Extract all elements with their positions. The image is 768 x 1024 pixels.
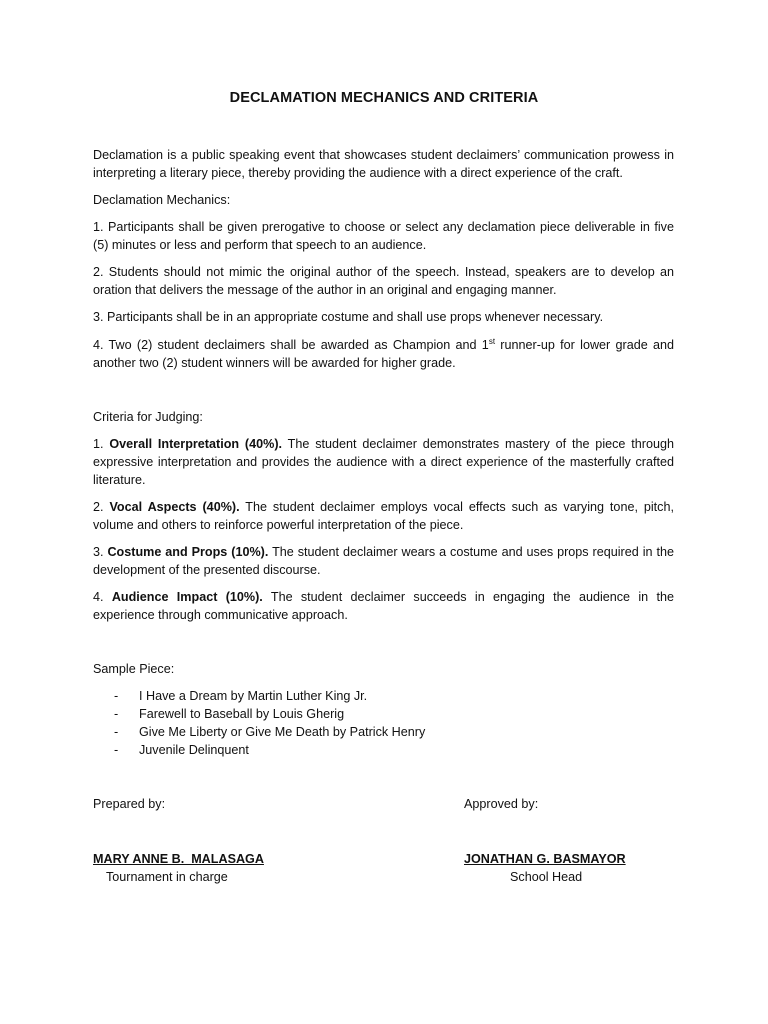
samples-heading-block bbox=[93, 660, 674, 678]
criteria-item-number: 3. bbox=[93, 545, 108, 559]
criteria-item-text: The student declaimer demonstrates mastery of the piece through expressive interpretation and provides the audience with a direct experience of the masterfully crafted literature. bbox=[93, 437, 674, 487]
bullet-dash: - bbox=[114, 689, 119, 703]
sample-title: Farewell to Baseball by Louis Gherig bbox=[139, 707, 345, 721]
sample-title: Juvenile Delinquent bbox=[139, 743, 249, 757]
criteria-item-3-block bbox=[93, 543, 674, 579]
criteria-item bbox=[93, 588, 674, 624]
mechanics-item: 1. Participants shall be given prerogative to choose or select any declamation piece deliverable in five (5) minutes or less and perform that speech to an audience. bbox=[93, 220, 674, 252]
mechanics-item-4-after: runner-up for lower grade and another two (2) student winners will be awarded for higher grade. bbox=[93, 338, 674, 370]
mechanics-item-4-sup: st bbox=[488, 336, 496, 346]
mechanics-item: 3. Participants shall be in an appropriate costume and shall use props whenever necessary. bbox=[93, 310, 604, 324]
prepared-by-role: Tournament in charge bbox=[106, 870, 228, 884]
criteria-item bbox=[93, 435, 674, 489]
sample-title: Give Me Liberty or Give Me Death by Patrick Henry bbox=[139, 725, 426, 739]
sample-list bbox=[114, 687, 425, 759]
mechanics-item-3-block bbox=[93, 308, 674, 326]
intro-block bbox=[93, 146, 674, 182]
list-item bbox=[114, 723, 425, 741]
criteria-item-number: 2. bbox=[93, 500, 110, 514]
mechanics-item-2-block bbox=[93, 263, 674, 299]
prepared-by-name: MARY ANNE B. MALASAGA bbox=[93, 852, 264, 866]
criteria-item-4-block bbox=[93, 588, 674, 624]
approved-by-name: JONATHAN G. BASMAYOR bbox=[464, 852, 626, 866]
mechanics-item-1-block bbox=[93, 218, 674, 254]
bullet-dash: - bbox=[114, 707, 119, 721]
criteria-item-label: Audience Impact (10%). bbox=[111, 590, 263, 604]
mechanics-item-4-before: 4. Two (2) student declaimers shall be awarded as Champion and 1 bbox=[93, 338, 489, 352]
samples-heading: Sample Piece: bbox=[93, 662, 175, 676]
criteria-item-text: The student declaimer succeeds in engaging the audience in the experience through communicative approach. bbox=[93, 590, 674, 622]
criteria-item-label: Overall Interpretation (40%). bbox=[109, 437, 283, 451]
approved-by-label: Approved by: bbox=[464, 797, 539, 811]
criteria-item bbox=[93, 498, 674, 534]
intro-paragraph: Declamation is a public speaking event that showcases student declaimers’ communication prowess in interpreting a literary piece, thereby providing the audience with a direct experience of the craft. bbox=[93, 148, 674, 180]
criteria-item-label: Costume and Props (10%). bbox=[107, 545, 269, 559]
mechanics-item: 2. Students should not mimic the original author of the speech. Instead, speakers are to develop an oration that delivers the message of the author in an original and engaging manner. bbox=[93, 265, 674, 297]
approved-by-role: School Head bbox=[510, 870, 583, 884]
criteria-item-label: Vocal Aspects (40%). bbox=[109, 500, 240, 514]
list-item bbox=[114, 705, 425, 723]
criteria-item-2-block bbox=[93, 498, 674, 534]
bullet-dash: - bbox=[114, 725, 119, 739]
list-item bbox=[114, 741, 425, 759]
criteria-item bbox=[93, 543, 674, 579]
criteria-item-text: The student declaimer employs vocal effects such as varying tone, pitch, volume and others to reinforce powerful interpretation of the piece. bbox=[93, 500, 674, 532]
criteria-item-1-block bbox=[93, 435, 674, 489]
mechanics-heading-block bbox=[93, 191, 674, 209]
prepared-by-label: Prepared by: bbox=[93, 797, 166, 811]
criteria-heading-block bbox=[93, 408, 674, 426]
mechanics-item bbox=[93, 336, 674, 372]
document-title: DECLAMATION MECHANICS AND CRITERIA bbox=[229, 90, 539, 106]
criteria-item-number: 4. bbox=[93, 590, 112, 604]
list-item bbox=[114, 687, 425, 705]
mechanics-item-4-block bbox=[93, 336, 674, 372]
sample-title: I Have a Dream by Martin Luther King Jr. bbox=[139, 689, 368, 703]
bullet-dash: - bbox=[114, 743, 119, 757]
criteria-heading: Criteria for Judging: bbox=[93, 410, 203, 424]
mechanics-heading: Declamation Mechanics: bbox=[93, 193, 231, 207]
criteria-item-text: The student declaimer wears a costume and uses props required in the development of the presented discourse. bbox=[93, 545, 674, 577]
criteria-item-number: 1. bbox=[93, 437, 110, 451]
